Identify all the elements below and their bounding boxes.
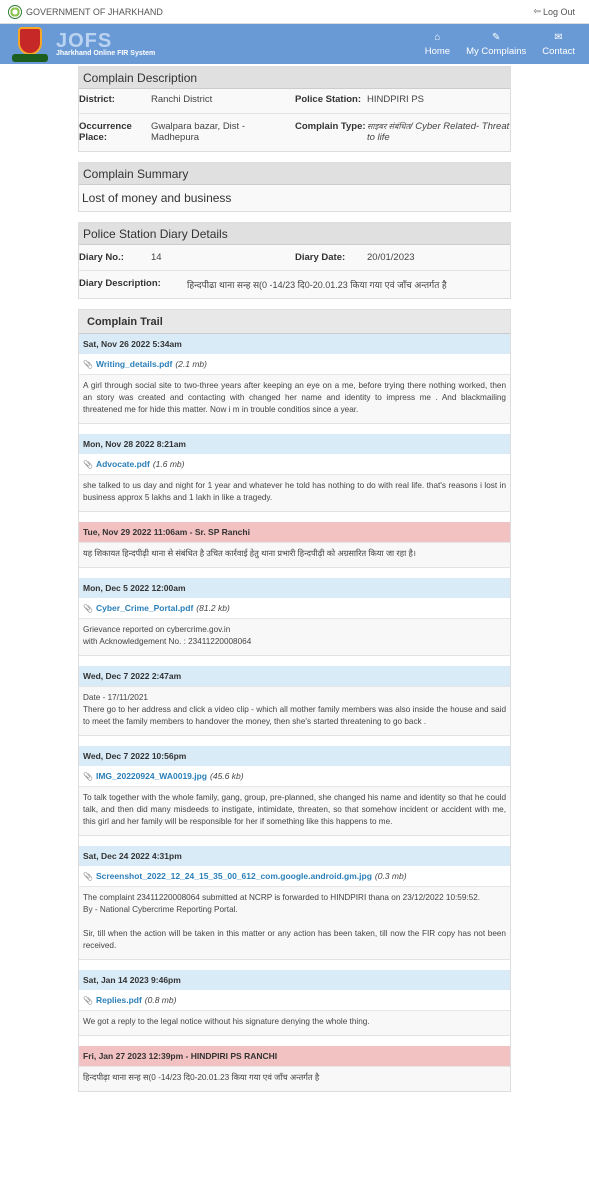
nav-contact-label: Contact	[542, 45, 575, 57]
diary-no-label: Diary No.:	[79, 245, 151, 271]
trail-entry	[79, 970, 510, 1035]
attachment-link[interactable]: Screenshot_2022_12_24_15_35_00_612_com.google.android.gm.jpg	[95, 871, 372, 881]
diary-panel	[78, 222, 511, 299]
complain-summary-title: Complain Summary	[79, 163, 510, 185]
complain-description-title: Complain Description	[79, 67, 510, 89]
complain-trail-title: Complain Trail	[79, 310, 510, 334]
trail-entry-text: We got a reply to the legal notice without his signature denying the whole thing.	[79, 1011, 510, 1035]
diary-title: Police Station Diary Details	[79, 223, 510, 245]
trail-entry-text: To talk together with the whole family, gang, group, pre-planned, she changed his name and identity so that he could talk, and then did many misdeeds to instigate, intimidate, threaten, so that somehow incident or accident with me, this girl and her family will be responsible for her if something like this happens to me.	[79, 787, 510, 835]
nav-my-complains-label: My Complains	[466, 45, 527, 57]
paperclip-icon: 📎	[83, 771, 93, 781]
trail-entry	[79, 1046, 510, 1091]
trail-entry-date: Sat, Dec 24 2022 4:31pm	[79, 846, 510, 866]
logout-icon: ⇦	[533, 6, 541, 16]
trail-entry-date: Fri, Jan 27 2023 12:39pm - HINDPIRI PS RANCHI	[79, 1046, 510, 1067]
brand-subtitle: Jharkhand Online FIR System	[56, 49, 156, 57]
paperclip-icon: 📎	[83, 359, 93, 369]
police-logo-icon	[10, 25, 50, 63]
district-label: District:	[79, 89, 151, 114]
entry-spacer	[79, 959, 510, 970]
attachment-row	[79, 598, 510, 619]
attachment-link[interactable]: Advocate.pdf	[95, 459, 150, 469]
entry-spacer	[79, 423, 510, 434]
entry-spacer	[79, 567, 510, 578]
description-grid	[79, 89, 510, 151]
trail-entry-text: Date - 17/11/2021 There go to her address and click a video clip - which all mother family members was also inside the house and said to meet the family members to handover the money, then she's started threatening to go back .	[79, 687, 510, 735]
paperclip-icon: 📎	[83, 995, 93, 1005]
trail-entry-date: Sat, Jan 14 2023 9:46pm	[79, 970, 510, 990]
logout-button[interactable]	[533, 6, 575, 17]
trail-entry-date: Sat, Nov 26 2022 5:34am	[79, 334, 510, 354]
diary-date-label: Diary Date:	[295, 245, 367, 271]
nav-home-label: Home	[424, 45, 451, 57]
navbar	[0, 24, 589, 64]
trail-entry-date: Mon, Dec 5 2022 12:00am	[79, 578, 510, 598]
attachment-row	[79, 990, 510, 1011]
attachment-row	[79, 766, 510, 787]
diary-desc-label: Diary Description:	[79, 278, 161, 289]
entry-spacer	[79, 835, 510, 846]
trail-entry-text: हिन्दपीढ़ा थाना सन्ह स(0 -14/23 दि0-20.01.23 किया गया एवं जाँच अन्तर्गत है	[79, 1067, 510, 1091]
attachment-size: (45.6 kb)	[210, 771, 244, 781]
trail-entry-text: यह शिकायत हिन्दपीढ़ी थाना से संबंधित है उचित कार्रवाई हेतु थाना प्रभारी हिन्दपीढ़ी को अग्रसारित किया जा रहा है।	[79, 543, 510, 567]
diary-date-value: 20/01/2023	[367, 245, 510, 271]
trail-entry-text: Grievance reported on cybercrime.gov.in with Acknowledgement No. : 23411220008064	[79, 619, 510, 655]
station-label: Police Station:	[295, 89, 367, 114]
home-icon: ⌂	[434, 31, 441, 43]
diary-desc-value: हिन्दपीढा थाना सन्ह स(0 -14/23 दि0-20.01.23 किया गया एवं जाँच अन्तर्गत है	[187, 280, 447, 290]
place-value: Gwalpara bazar, Dist - Madhepura	[151, 121, 245, 143]
trail-entry	[79, 578, 510, 655]
nav-links	[417, 32, 583, 57]
district-value: Ranchi District	[151, 89, 295, 114]
trail-entry-date: Wed, Dec 7 2022 2:47am	[79, 666, 510, 687]
type-english: / Cyber Related- Threat to life	[367, 121, 510, 143]
brand[interactable]	[10, 25, 155, 63]
gov-title: GOVERNMENT OF JHARKHAND	[26, 6, 163, 17]
nav-my-complains[interactable]	[458, 32, 534, 57]
attachment-row	[79, 454, 510, 475]
main-content	[78, 64, 511, 1092]
type-label: Complain Type:	[295, 121, 366, 132]
attachment-row	[79, 354, 510, 375]
brand-name: JOFS	[56, 29, 113, 52]
paperclip-icon: 📎	[83, 603, 93, 613]
attachment-size: (0.8 mb)	[144, 995, 177, 1005]
trail-entry	[79, 846, 510, 959]
trail-entry	[79, 522, 510, 567]
attachment-size: (0.3 mb)	[374, 871, 407, 881]
trail-entry	[79, 746, 510, 835]
paperclip-icon: 📎	[83, 871, 93, 881]
trail-entry-text: The complaint 23411220008064 submitted at NCRP is forwarded to HINDPIRI thana on 23/12/2022 10:59:52. By - National Cybercrime Reporting Portal. Sir, till when the action will be taken in this matter or any action has been taken, till now the FIR copy has not been received.	[79, 887, 510, 959]
logout-label: Log Out	[542, 6, 575, 17]
attachment-size: (2.1 mb)	[175, 359, 207, 369]
complain-summary-panel	[78, 162, 511, 212]
gov-bar	[0, 0, 589, 24]
attachment-size: (81.2 kb)	[196, 603, 230, 613]
trail-entry-text: she talked to us day and night for 1 year and whatever he told has nothing to do with real life. that's reasons i lost in business approx 5 lakhs and 1 lakh in like a tragedy.	[79, 475, 510, 511]
jharkhand-emblem-icon	[8, 5, 22, 19]
nav-home[interactable]	[417, 32, 458, 57]
gov-title-group	[8, 5, 163, 19]
complain-description-panel	[78, 66, 511, 152]
station-value: HINDPIRI PS	[367, 89, 510, 114]
trail-entry-date: Mon, Nov 28 2022 8:21am	[79, 434, 510, 454]
entry-spacer	[79, 735, 510, 746]
attachment-link[interactable]: Writing_details.pdf	[95, 359, 173, 369]
diary-grid	[79, 245, 510, 271]
entry-spacer	[79, 1035, 510, 1046]
paperclip-icon: 📎	[83, 459, 93, 469]
place-label: Occurrence Place:	[79, 121, 132, 143]
attachment-link[interactable]: IMG_20220924_WA0019.jpg	[95, 771, 208, 781]
type-hindi: साइबर संबंधित	[367, 122, 410, 131]
attachment-link[interactable]: Replies.pdf	[95, 995, 142, 1005]
attachment-link[interactable]: Cyber_Crime_Portal.pdf	[95, 603, 194, 613]
diary-desc-row	[79, 271, 510, 298]
entry-spacer	[79, 511, 510, 522]
complain-summary-text: Lost of money and business	[79, 185, 510, 211]
complain-trail-panel	[78, 309, 511, 1092]
type-value	[367, 114, 510, 151]
trail-entry-date: Tue, Nov 29 2022 11:06am - Sr. SP Ranchi	[79, 522, 510, 543]
trail-entry-text: A girl through social site to two-three years after keeping an eye on a me, before trying there nothing worked, then an story was created and contacting with changed her name and identity to impress me . And blackmailing threatened me for hide this matter. Now i m in trouble conditios since a year.	[79, 375, 510, 423]
trail-entry	[79, 434, 510, 511]
attachment-row	[79, 866, 510, 887]
mail-icon: ✉	[554, 31, 563, 43]
trail-entry	[79, 666, 510, 735]
entry-spacer	[79, 655, 510, 666]
edit-icon: ✎	[491, 31, 501, 43]
trail-entries	[79, 334, 510, 1091]
nav-contact[interactable]	[534, 32, 583, 57]
diary-no-value: 14	[151, 245, 295, 271]
trail-entry-date: Wed, Dec 7 2022 10:56pm	[79, 746, 510, 766]
trail-entry	[79, 334, 510, 423]
attachment-size: (1.6 mb)	[152, 459, 185, 469]
